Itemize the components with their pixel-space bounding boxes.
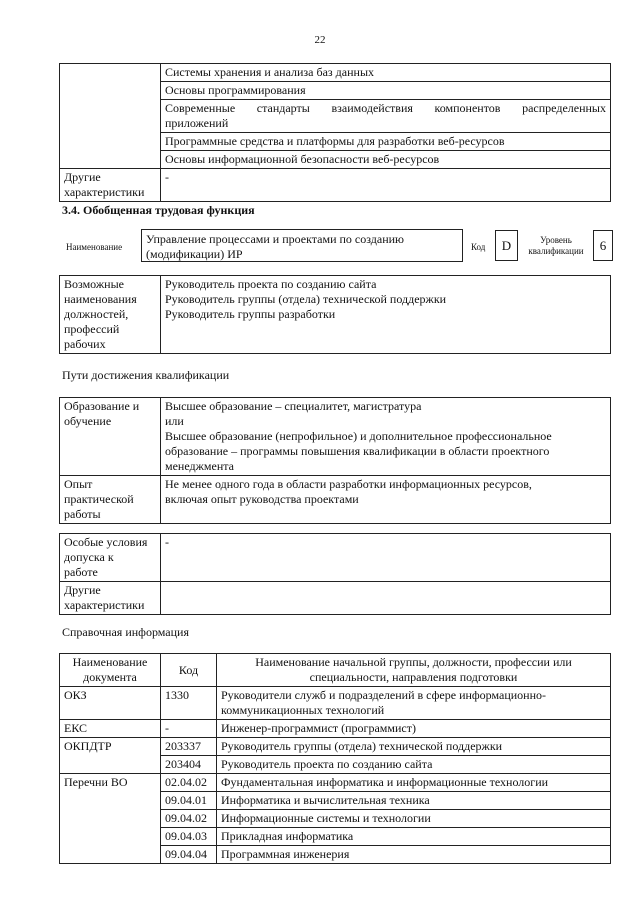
eks-doc: ЕКС (60, 720, 161, 738)
page-number: 22 (314, 34, 326, 46)
okpdtr-name: Руководитель проекта по созданию сайта (217, 756, 611, 774)
vo-name: Программная инженерия (217, 846, 611, 864)
level-label: Уровень квалификации (528, 235, 584, 256)
vo-name: Прикладная информатика (217, 828, 611, 846)
eks-code: - (161, 720, 217, 738)
okpdtr-doc: ОКПДТР (60, 738, 161, 774)
conditions-table (59, 533, 611, 615)
code-label: Код (471, 242, 486, 252)
vo-name: Фундаментальная информатика и информационные технологии (217, 774, 611, 792)
col-header-code: Код (161, 654, 217, 687)
special-conditions-value: - (161, 534, 611, 582)
position-item: Руководитель группы разработки (165, 307, 336, 321)
paths-heading: Пути достижения квалификации (62, 368, 230, 382)
okz-code: 1330 (161, 687, 217, 720)
positions-table (59, 275, 611, 354)
other-characteristics-label: Другие характеристики (60, 169, 161, 202)
vo-code: 09.04.03 (161, 828, 217, 846)
special-conditions-label: Особые условия допуска к работе (60, 534, 161, 582)
name-value: Управление процессами и проектами по созданию (модификации) ИР (141, 229, 463, 262)
other-characteristics-value: - (161, 169, 611, 202)
vo-code: 09.04.01 (161, 792, 217, 810)
col-header-document: Наименование документа (60, 654, 161, 687)
positions-label: Возможные наименования должностей, профессий рабочих (60, 276, 161, 354)
experience-label: Опыт практической работы (60, 476, 161, 524)
education-label: Образование и обучение (60, 398, 161, 476)
vo-name: Информатика и вычислительная техника (217, 792, 611, 810)
experience-value: Не менее одного года в области разработки информационных ресурсов, включая опыт руководства проектами (161, 476, 611, 524)
education-value: Высшее образование – специалитет, магистратура или Высшее образование (непрофильное) и дополнительное профессиональное образование – программы повышения квалификации в области проектного менеджмента (161, 398, 611, 476)
code-value: D (495, 230, 518, 261)
knowledge-item: Программные средства и платформы для разработки веб-ресурсов (161, 133, 611, 151)
position-item: Руководитель группы (отдела) технической поддержки (165, 292, 447, 306)
knowledge-item: Основы программирования (161, 82, 611, 100)
knowledge-table (59, 63, 611, 202)
vo-code: 02.04.02 (161, 774, 217, 792)
conditions-other-value (161, 582, 611, 615)
col-header-name: Наименование начальной группы, должности, профессии или специальности, направления подготовки (217, 654, 611, 687)
positions-values (161, 276, 611, 354)
vo-name: Информационные системы и технологии (217, 810, 611, 828)
knowledge-item: Системы хранения и анализа баз данных (161, 64, 611, 82)
conditions-other-label: Другие характеристики (60, 582, 161, 615)
vo-code: 09.04.04 (161, 846, 217, 864)
knowledge-item: Современные стандарты взаимодействия компонентов распределенных приложений (161, 100, 611, 133)
level-value: 6 (593, 230, 613, 261)
position-item: Руководитель проекта по созданию сайта (165, 277, 377, 291)
reference-table (59, 653, 611, 864)
eks-name: Инженер-программист (программист) (217, 720, 611, 738)
vo-code: 09.04.02 (161, 810, 217, 828)
okpdtr-code: 203404 (161, 756, 217, 774)
vo-doc: Перечни ВО (60, 774, 161, 864)
okz-doc: ОКЗ (60, 687, 161, 720)
reference-heading: Справочная информация (62, 625, 189, 639)
okz-name: Руководители служб и подразделений в сфере информационно- коммуникационных технологий (217, 687, 611, 720)
okpdtr-code: 203337 (161, 738, 217, 756)
qualification-paths-table (59, 397, 611, 524)
knowledge-label-cell (60, 64, 161, 169)
name-label: Наименование (66, 242, 123, 252)
section-heading: 3.4. Обобщенная трудовая функция (62, 203, 255, 217)
knowledge-item: Основы информационной безопасности веб-ресурсов (161, 151, 611, 169)
okpdtr-name: Руководитель группы (отдела) технической поддержки (217, 738, 611, 756)
